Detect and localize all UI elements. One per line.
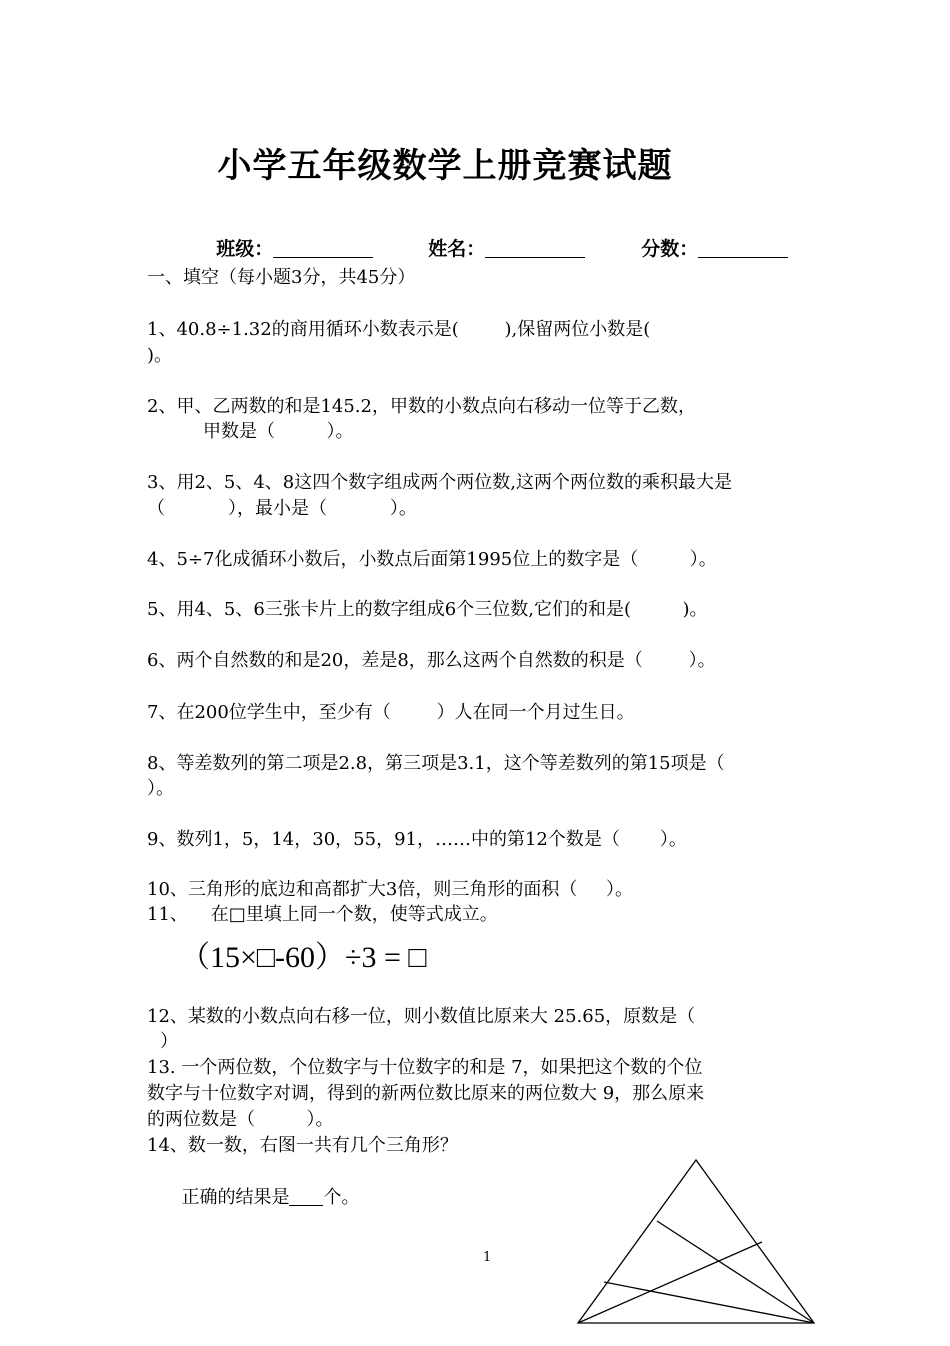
outer-triangle (578, 1160, 814, 1323)
question-3-line-1: 3、用2、5、4、8这四个数字组成两个两位数,这两个两位数的乘积最大是 (147, 472, 732, 493)
question-6: 6、两个自然数的和是20，差是8，那么这两个自然数的积是（ ）。 (147, 650, 716, 671)
class-label: 班级： (216, 238, 274, 260)
question-9: 9、数列1，5，14，30，55，91，……中的第12个数是（ ）。 (147, 829, 687, 850)
question-14-line-1: 14、数一数，右图一共有几个三角形？ (147, 1135, 458, 1156)
question-8-line-1: 8、等差数列的第二项是2.8，第三项是3.1，这个等差数列的第15项是（ (147, 753, 725, 774)
name-field (415, 212, 585, 261)
class-field (203, 212, 373, 261)
section-heading: 一、填空（每小题3分，共45分） (147, 267, 416, 288)
question-8-line-2: ）。 (147, 778, 174, 799)
question-13-line-2: 数字与十位数字对调，得到的新两位数比原来的两位数大 9，那么原来 (147, 1083, 705, 1104)
page-number: 1 (483, 1250, 492, 1265)
question-14-suffix: 个。 (323, 1187, 360, 1208)
question-1-line-2: )。 (147, 345, 173, 366)
question-10: 10、三角形的底边和高都扩大3倍，则三角形的面积（ ）。 (147, 879, 633, 900)
question-14-line-2 (170, 1159, 359, 1211)
score-blank[interactable] (698, 237, 788, 258)
answer-blank[interactable] (289, 1185, 323, 1206)
question-1-line-1: 1、40.8÷1.32的商用循环小数表示是( ),保留两位小数是( (147, 319, 651, 340)
question-11-formula: （15×□-60）÷3 = □ (180, 941, 427, 974)
name-label: 姓名： (428, 238, 486, 260)
question-5: 5、用4、5、6三张卡片上的数字组成6个三位数,它们的和是( )。 (147, 599, 708, 620)
question-13-line-3: 的两位数是（ ）。 (147, 1109, 334, 1130)
question-4: 4、5÷7化成循环小数后，小数点后面第1995位上的数字是（ ）。 (147, 549, 717, 570)
page-title: 小学五年级数学上册竞赛试题 (217, 146, 673, 186)
class-blank[interactable] (273, 237, 373, 258)
question-14-prefix: 正确的结果是 (181, 1187, 290, 1208)
question-2-line-2: 甲数是（ ）。 (203, 421, 354, 442)
triangle-figure (572, 1150, 822, 1330)
score-label: 分数： (641, 238, 699, 260)
question-7: 7、在200位学生中，至少有（ ）人在同一个月过生日。 (147, 702, 635, 723)
question-2-line-1: 2、甲、乙两数的和是145.2，甲数的小数点向右移动一位等于乙数， (147, 396, 696, 417)
question-12-line-1: 12、某数的小数点向右移一位，则小数值比原来大 25.65，原数是（ (147, 1006, 696, 1027)
question-11: 11、 在□里填上同一个数，使等式成立。 (147, 904, 498, 925)
score-field (628, 212, 788, 261)
question-3-line-2: （ ），最小是（ ）。 (147, 498, 417, 519)
question-12-line-2: ） (160, 1031, 178, 1052)
question-13-line-1: 13. 一个两位数，个位数字与十位数字的和是 7，如果把这个数的个位 (147, 1057, 703, 1078)
name-blank[interactable] (485, 237, 585, 258)
